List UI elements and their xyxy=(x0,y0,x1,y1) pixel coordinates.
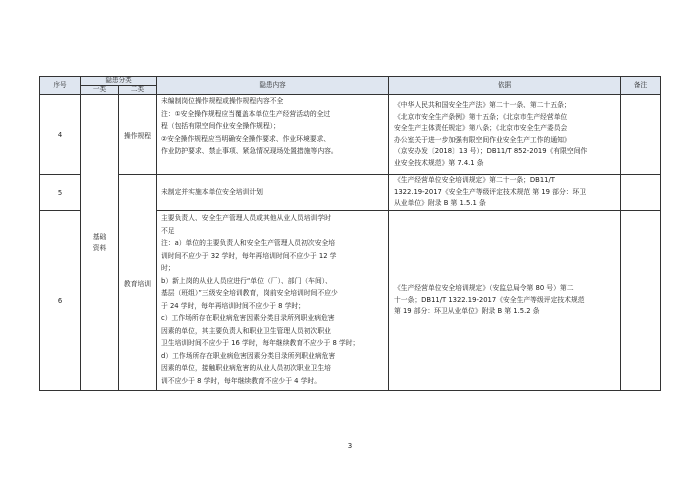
content-line: 训时间不应少于 32 学时，每年再培训时间不应少于 12 学 xyxy=(161,251,337,260)
row-content xyxy=(157,211,389,391)
content-line: 基层（班组）”三级安全培训教育，岗前安全培训时间不应少 xyxy=(161,289,338,297)
row-index: 5 xyxy=(40,175,81,211)
header-category: 隐患分类 xyxy=(81,77,157,86)
basis-line: 业安全技术规范》第 7.4.1 条 xyxy=(394,158,484,167)
header-index: 序号 xyxy=(40,77,81,95)
basis-line: 办公室关于进一步加强有限空间作业安全生产工作的通知》 xyxy=(394,135,571,144)
row-remark xyxy=(621,175,661,211)
content-line: 因素的单位，其主要负责人和职业卫生管理人员初次职业 xyxy=(161,326,331,335)
content-line: b）新上岗的从业人员应进行“单位（厂）、部门（车间）、 xyxy=(161,276,332,285)
content-line: 注：①安全操作规程应当覆盖本单位生产经营活动的全过 xyxy=(161,109,331,118)
row-content xyxy=(157,95,389,175)
basis-line: 十一条；DB11/T 1322.19-2017《安全生产等级评定技术规范 xyxy=(394,295,585,304)
basis-line: 安全生产主体责任规定》第八条；《北京市安全生产委员会 xyxy=(394,124,568,132)
basis-line: 《生产经营单位安全培训规定》（安监总局令第 80 号）第二 xyxy=(394,284,574,293)
content-line: 于 24 学时，每年再培训时间不应少于 8 学时； xyxy=(161,301,305,310)
content-line: 训不应少于 8 学时，每年继续教育不应少于 4 学时。 xyxy=(161,376,322,385)
group-label: 基础资料 xyxy=(92,232,107,252)
basis-line: 《北京市安全生产条例》第十五条；《北京市生产经营单位 xyxy=(394,112,568,121)
basis-line: 从业单位》附录 B 第 1.5.1 条 xyxy=(394,199,486,208)
basis-line: 《生产经营单位安全培训规定》第二十一条；DB11/T xyxy=(394,176,555,185)
basis-line: 1322.19-2017《安全生产等级评定技术规范 第 19 部分：环卫 xyxy=(394,187,587,196)
content-line: 时； xyxy=(161,264,175,272)
basis-line: 第 19 部分：环卫从业单位》附录 B 第 1.5.2 条 xyxy=(394,307,540,316)
row-cat2: 教育培训 xyxy=(119,175,157,391)
row-basis xyxy=(389,95,621,175)
table-row xyxy=(40,175,661,211)
row-index: 6 xyxy=(40,211,81,391)
header-content: 隐患内容 xyxy=(157,77,389,95)
content-line: 未编制岗位操作规程或操作规程内容不全 xyxy=(161,97,284,105)
row-remark xyxy=(621,211,661,391)
content-line: 因素的单位，接触职业病危害的从业人员初次职业卫生培 xyxy=(161,364,331,372)
row-cat2: 操作规程 xyxy=(119,95,157,175)
page-number: 3 xyxy=(347,442,353,450)
content-line: 未制定并实施本单位安全培训计划 xyxy=(161,188,263,197)
content-line: 作业防护要求、禁止事项、紧急情况现场处置措施等内容。 xyxy=(161,147,338,155)
header-remark: 备注 xyxy=(621,77,661,95)
row-basis xyxy=(389,175,621,211)
row-remark xyxy=(621,95,661,175)
hazard-table xyxy=(39,76,661,391)
basis-line: 《中华人民共和国安全生产法》第二十一条、第二十五条； xyxy=(394,101,571,109)
content-line: 主要负责人、安全生产管理人员或其他从业人员培训学时 xyxy=(161,214,331,222)
content-line: ②安全操作规程应当明确安全操作要求、作业环境要求、 xyxy=(161,134,331,143)
header-cat1: 一类 xyxy=(81,86,119,95)
row-content xyxy=(157,175,389,211)
row-basis xyxy=(389,211,621,391)
content-line: c）工作场所存在职业病危害因素分类目录所列职业病危害 xyxy=(161,314,335,322)
content-line: 程（包括有限空间作业安全操作规程）； xyxy=(161,122,280,130)
header-basis: 依据 xyxy=(389,77,621,95)
row-index: 4 xyxy=(40,95,81,175)
basis-line: （京安办发〔2018〕13 号）；DB11/T 852-2019《有限空间作 xyxy=(394,147,588,155)
group-cell xyxy=(81,95,119,391)
header-cat2: 二类 xyxy=(119,86,157,95)
table-row xyxy=(40,95,661,175)
content-line: 卫生培训时间不应少于 16 学时，每年继续教育不应少于 8 学时； xyxy=(161,339,360,347)
content-line: 不足 xyxy=(161,226,175,235)
content-line: 注：a）单位的主要负责人和安全生产管理人员初次安全培 xyxy=(161,239,336,247)
content-line: d）工作场所存在职业病危害因素分类目录所列职业病危害 xyxy=(161,351,336,360)
